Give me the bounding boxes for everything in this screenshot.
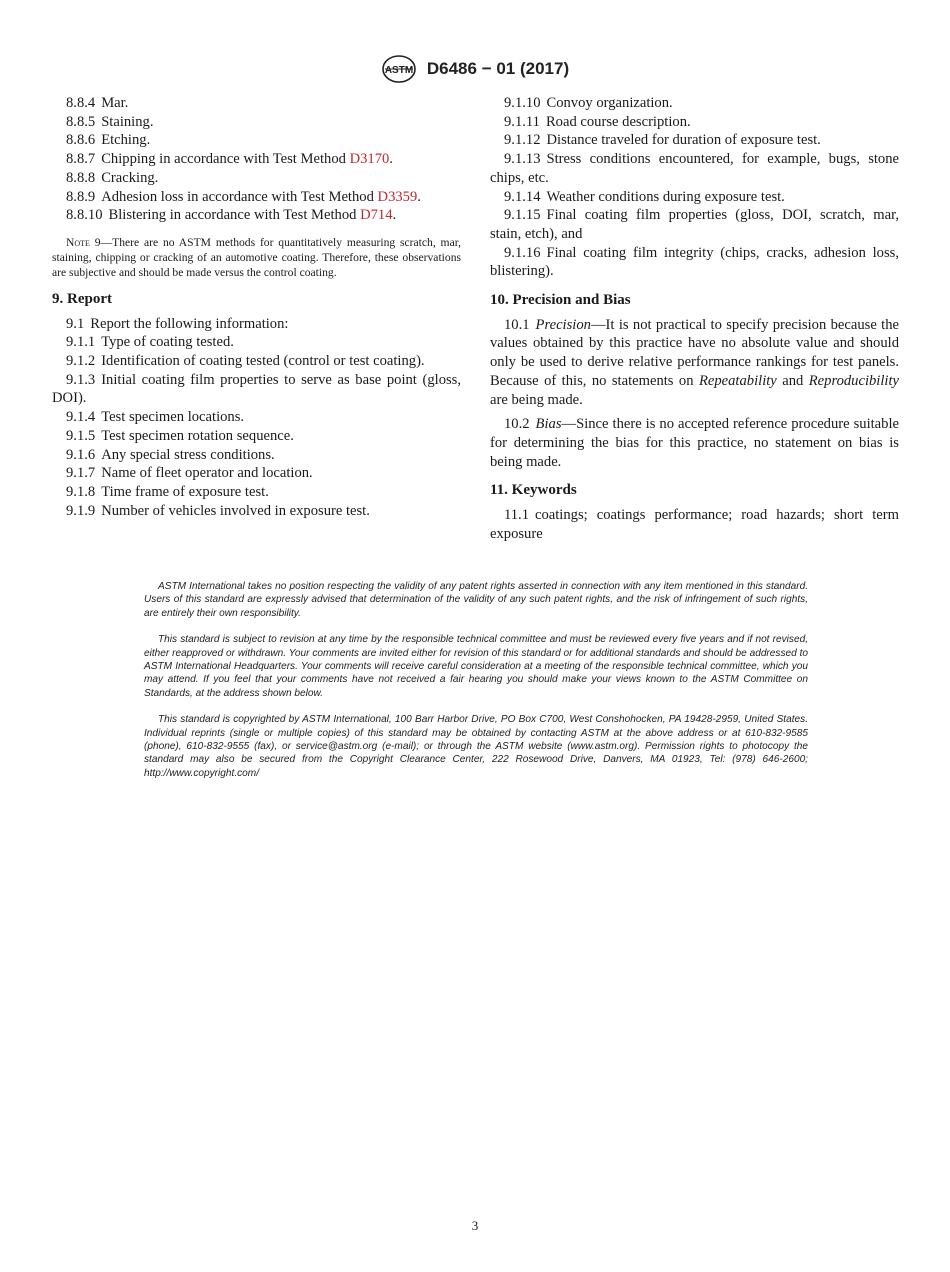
- left-column: [52, 94, 461, 520]
- list-item: 8.8.10 Blistering in accordance with Test Method D714.: [66, 207, 397, 224]
- footer-copyright-notice: This standard is copyrighted by ASTM International, 100 Barr Harbor Drive, PO Box C700, West Conshohocken, PA 19428-2959, United States. Individual reprints (single or multiple copies) of this standard may be obtained by contacting ASTM at the above address or at 610-832-9585 (phone), 610-832-9555 (fax), or service@astm.org (e-mail); or through the ASTM website (www.astm.org). Permission rights to photocopy the standard may also be secured from the Copyright Clearance Center, 222 Rosewood Drive, Danvers, MA 01923, Tel: (978) 646-2600; http://www.copyright.com/: [144, 714, 808, 779]
- list-item: 9.1.7 Name of fleet operator and location.: [66, 465, 313, 482]
- list-item: 9.1.4 Test specimen locations.: [66, 409, 245, 426]
- list-item: 9.1.1 Type of coating tested.: [66, 334, 234, 351]
- list-item: 8.8.4 Mar.: [66, 95, 129, 111]
- legal-footer: [144, 580, 808, 793]
- list-item: 9.1.14 Weather conditions during exposure test.: [504, 188, 785, 205]
- list-item: 9.1.15 Final coating film properties (gloss, DOI, scratch, mar, stain, etch), and: [490, 207, 899, 242]
- list-item: 9.1.6 Any special stress conditions.: [66, 446, 275, 463]
- list-item: 9.1.12 Distance traveled for duration of exposure test.: [504, 132, 821, 149]
- list-item: 9.1.11 Road course description.: [504, 113, 691, 130]
- paragraph-11-1: 11.1 coatings; coatings performance; road hazards; short term exposure: [490, 507, 899, 542]
- section-11-heading: 11. Keywords: [490, 482, 577, 499]
- right-column: [490, 94, 899, 543]
- astm-logo-text: ASTM: [384, 65, 414, 76]
- list-item: 9.1.16 Final coating film integrity (chips, cracks, adhesion loss, blistering).: [490, 244, 899, 280]
- page-number: 3: [471, 1218, 479, 1233]
- footer-revision-notice: This standard is subject to revision at any time by the responsible technical committee and must be reviewed every five years and if not revised, either reapproved or withdrawn. Your comments are invited either for revision of this standard or for additional standards and should be addressed to ASTM International Headquarters. Your comments will receive careful consideration at a meeting of the responsible technical committee, which you may attend. If you feel that your comments have not received a fair hearing you should make your views known to the ASTM Committee on Standards, at the address shown below.: [144, 634, 808, 699]
- list-item: 9.1.3 Initial coating film properties to serve as base point (gloss, DOI).: [52, 371, 461, 407]
- note-9: Note 9—There are no ASTM methods for quantitatively measuring scratch, mar, staining, chipping or cracking of an automotive coating. Therefore, these observations are subjective and should be made versus the control coating.: [52, 235, 462, 279]
- ref-link-d714[interactable]: D714: [360, 207, 393, 224]
- list-item: 8.8.5 Staining.: [66, 113, 154, 130]
- list-item: 8.8.7 Chipping in accordance with Test Method D3170.: [66, 151, 393, 168]
- list-item: 8.8.6 Etching.: [66, 132, 151, 149]
- list-item: 9.1 Report the following information:: [66, 315, 289, 332]
- ref-link-d3170[interactable]: D3170: [349, 151, 390, 168]
- astm-logo-icon: [381, 54, 417, 84]
- list-item: 8.8.9 Adhesion loss in accordance with Test Method D3359.: [66, 188, 421, 205]
- paragraph-10-2: 10.2 Bias—Since there is no accepted reference procedure suitable for determining the bias for this practice, no statement on bias is being made.: [490, 416, 899, 470]
- footer-patent-notice: ASTM International takes no position respecting the validity of any patent rights asserted in connection with any item mentioned in this standard. Users of this standard are expressly advised that determination of the validity of any such patent rights, and the risk of infringement of such rights, are entirely their own responsibility.: [144, 581, 808, 619]
- list-item: 9.1.10 Convoy organization.: [504, 95, 673, 111]
- page-header: [0, 54, 950, 84]
- section-9-heading: 9. Report: [52, 290, 112, 307]
- list-item: 9.1.8 Time frame of exposure test.: [66, 483, 269, 500]
- standard-designation: D6486 − 01 (2017): [426, 59, 570, 78]
- list-item: 9.1.2 Identification of coating tested (control or test coating).: [66, 353, 425, 370]
- list-item: 9.1.9 Number of vehicles involved in exposure test.: [66, 502, 370, 519]
- list-item: 8.8.8 Cracking.: [66, 169, 159, 186]
- list-item: 9.1.5 Test specimen rotation sequence.: [66, 427, 294, 444]
- list-item: 9.1.13 Stress conditions encountered, for example, bugs, stone chips, etc.: [490, 151, 899, 186]
- section-10-heading: 10. Precision and Bias: [490, 292, 631, 309]
- ref-link-d3359[interactable]: D3359: [377, 188, 418, 205]
- paragraph-10-1: 10.1 Precision—It is not practical to specify precision because the values obtained by this practice have no absolute value and should only be used to derive relative performance rankings for test panels. Because of this, no statements on Repeatability and Reproducibility are being made.: [490, 316, 899, 408]
